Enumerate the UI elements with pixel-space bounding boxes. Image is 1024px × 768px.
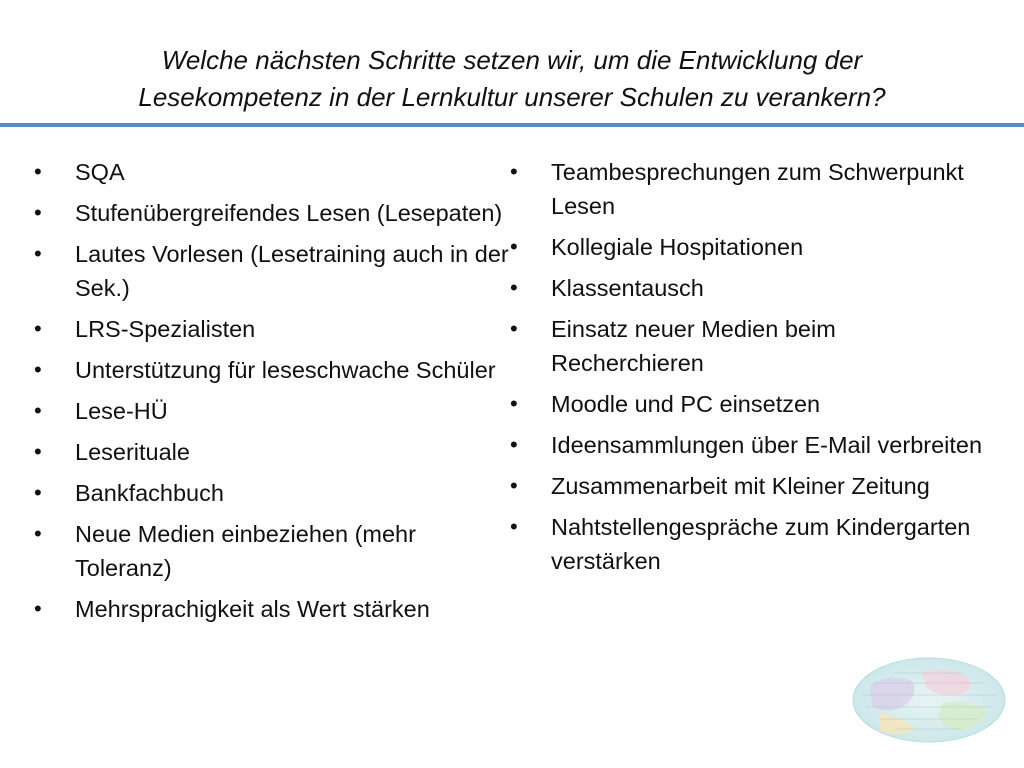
list-item [34,592,509,626]
bullet-icon: • [510,391,518,416]
list-item-text: Einsatz neuer Medien beim Recherchieren [551,316,836,376]
list-item [34,353,509,387]
slide-title-line-1: Welche nächsten Schritte setzen wir, um die Entwicklung der [161,45,863,75]
bullet-list-left [34,155,509,633]
list-item-text: Teambesprechungen zum Schwerpunkt Lesen [551,159,964,219]
list-item-text: Bankfachbuch [75,480,224,506]
list-item-text: Leserituale [75,439,190,465]
bullet-icon: • [34,200,42,225]
list-item [510,271,990,305]
bullet-icon: • [34,398,42,423]
list-item-text: Unterstützung für leseschwache Schüler [75,357,496,383]
list-item-text: Nahtstellengespräche zum Kindergarten verstärken [551,514,971,574]
list-item-text: Kollegiale Hospitationen [551,234,804,260]
bullet-icon: • [34,480,42,505]
bullet-icon: • [510,275,518,300]
slide-title [60,42,964,116]
list-item-text: Klassentausch [551,275,704,301]
list-item-text: SQA [75,159,125,185]
bullet-list-right [510,155,990,585]
bullet-icon: • [510,432,518,457]
list-item-text: Neue Medien einbeziehen (mehr Toleranz) [75,521,416,581]
list-item [34,196,509,230]
list-item [510,428,990,462]
title-divider [0,123,1024,127]
list-item [510,312,990,380]
list-item [510,510,990,578]
list-item [34,476,509,510]
list-item [34,155,509,189]
list-item-text: Lese-HÜ [75,398,168,424]
list-item-text: Lautes Vorlesen (Lesetraining auch in der Sek.) [75,241,509,301]
list-item-text: Mehrsprachigkeit als Wert stärken [75,596,430,622]
list-item-text: Zusammenarbeit mit Kleiner Zeitung [551,473,930,499]
list-item-text: LRS-Spezialisten [75,316,256,342]
list-item-text: Ideensammlungen über E-Mail verbreiten [551,432,983,458]
bullet-icon: • [34,241,42,266]
slide-title-line-2: Lesekompetenz in der Lernkultur unserer Schulen zu verankern? [138,82,886,112]
bullet-icon: • [34,596,42,621]
bullet-icon: • [34,521,42,546]
bullet-icon: • [510,234,518,259]
wordcloud-globe-image [850,655,1008,745]
list-item [34,517,509,585]
bullet-icon: • [34,316,42,341]
list-item [34,312,509,346]
list-item [34,435,509,469]
list-item-text: Moodle und PC einsetzen [551,391,821,417]
list-item [510,230,990,264]
bullet-icon: • [510,514,518,539]
list-item [510,469,990,503]
list-item [34,237,509,305]
bullet-icon: • [34,159,42,184]
list-item-text: Stufenübergreifendes Lesen (Lesepaten) [75,200,503,226]
list-item [510,155,990,223]
bullet-icon: • [510,473,518,498]
list-item [34,394,509,428]
bullet-icon: • [510,316,518,341]
bullet-icon: • [34,439,42,464]
bullet-icon: • [510,159,518,184]
list-item [510,387,990,421]
bullet-icon: • [34,357,42,382]
